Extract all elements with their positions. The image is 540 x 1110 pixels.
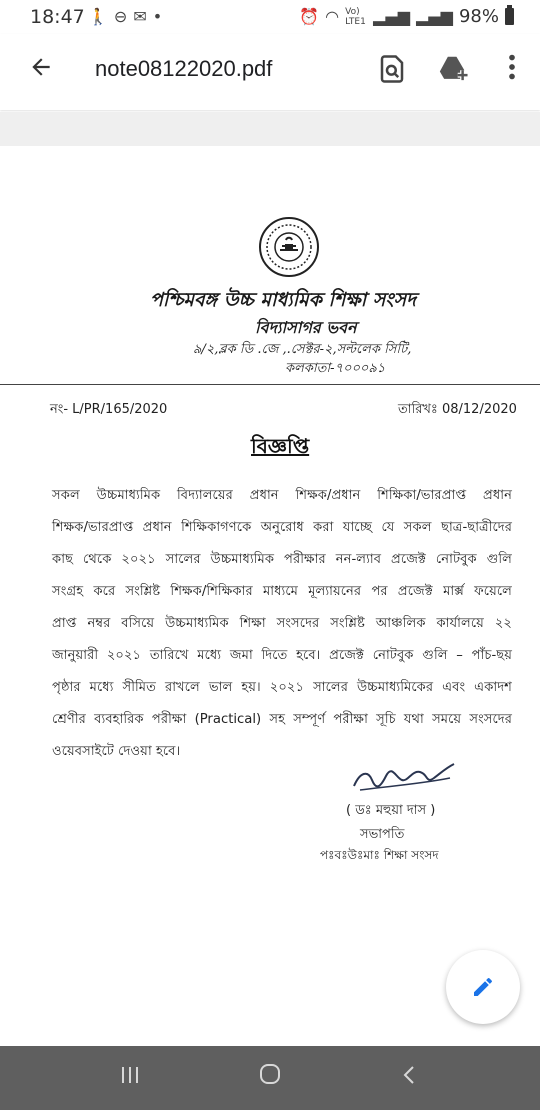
add-to-drive-icon[interactable] [438,54,472,88]
status-right-icons [299,6,514,27]
header-divider [0,384,540,385]
status-left-icons [88,7,168,26]
arrow-back-icon[interactable] [24,54,58,88]
notice-body [52,480,512,768]
dot-icon: • [152,7,169,26]
document-title: note08122020.pdf [95,56,273,81]
sync-icon: ⊖ [113,7,134,26]
body-line: সকল উচ্চমাধ্যমিক বিদ্যালয়ের প্রধান শিক্ষক/প্রধান শিক্ষিকা/ভারপ্রাপ্ত প্রধান [52,488,512,503]
memo-number: নং- L/PR/165/2020 [50,402,168,417]
back-icon[interactable] [390,1062,430,1094]
council-emblem-icon [258,216,320,278]
notice-title: বিজ্ঞপ্তি [251,434,310,458]
signatory-org: পঃবঃউঃমাঃ শিক্ষা সংসদ [320,848,439,862]
walk-icon: 🚶 [88,7,114,26]
volte-icon: Vo) LTE1 [345,6,366,27]
battery-percent: 98% [458,6,499,27]
body-line: ওয়েবসাইটে দেওয়া হবে। [52,744,181,759]
body-line: শ্রেণীর ব্যবহারিক পরীক্ষা (Practical) সহ সম্পূর্ণ পরীক্ষা সূচি যথা সময়ে সংসদের [52,712,512,727]
recent-apps-icon[interactable] [110,1062,150,1094]
app-bar [0,34,540,110]
signature-image [350,762,470,798]
more-vert-icon[interactable] [495,54,529,88]
battery-icon [505,8,514,25]
edit-fab-button[interactable] [446,950,520,1024]
system-nav-bar [0,1046,540,1110]
memo-date: তারিখঃ 08/12/2020 [398,402,517,417]
alarm-icon: ⏰ [299,7,320,26]
body-line: কাছ থেকে ২০২১ সালের উচ্চমাধ্যমিক পরীক্ষার নন-ল্যাব প্রজেক্ট নোটবুক গুলি [52,552,512,567]
address-line-1: ৯/২,ব্লক ডি .জে ,.সেক্টর-২,সল্টলেক সিটি, [193,342,412,357]
body-line: পৃষ্ঠার মধ্যে সীমিত রাখলে ভাল হয়। ২০২১ সালের উচ্চমাধ্যমিকের এবং একাদশ [52,680,512,695]
body-line: সংগ্রহ করে সংশ্লিষ্ট শিক্ষক/শিক্ষিকার মাধ্যমে মূল্যায়নের পর প্রজেক্ট মার্ক্স ফয়েলে [52,584,512,599]
signal-icon: ▂▄▆ [373,7,411,26]
wifi-icon: ◠ [325,7,340,26]
status-time: 18:47 [30,6,85,28]
body-line: জানুয়ারী ২০২১ তারিখে মধ্যে জমা দিতে হবে। প্রজেক্ট নোটবুক গুলি – পাঁচ-ছয় [52,648,512,663]
org-name: পশ্চিমবঙ্গ উচ্চ মাধ্যমিক শিক্ষা সংসদ [150,289,416,311]
body-line: প্রাপ্ত নম্বর বসিয়ে উচ্চমাধ্যমিক শিক্ষা সংসদের সংশ্লিষ্ট আঞ্চলিক কার্যালয়ে ২২ [52,616,512,631]
body-line: শিক্ষক/ভারপ্রাপ্ত প্রধান শিক্ষিকাগণকে অনুরোধ করা যাচ্ছে যে সকল ছাত্র-ছাত্রীদের [52,520,512,535]
status-bar [0,0,540,34]
signatory-name: ( ডঃ মহুয়া দাস ) [346,803,436,818]
address-line-2: কলকাতা-৭০০০৯১ [285,361,386,376]
home-icon[interactable] [250,1062,290,1094]
signal-icon: ▂▄▆ [416,7,453,26]
find-in-document-icon[interactable] [377,54,411,88]
edit-pencil-icon [471,975,495,999]
signatory-title: সভাপতি [360,827,405,842]
document-top-margin [0,112,540,146]
building-name: বিদ্যাসাগর ভবন [255,318,357,337]
mail-icon: ✉ [133,7,153,26]
